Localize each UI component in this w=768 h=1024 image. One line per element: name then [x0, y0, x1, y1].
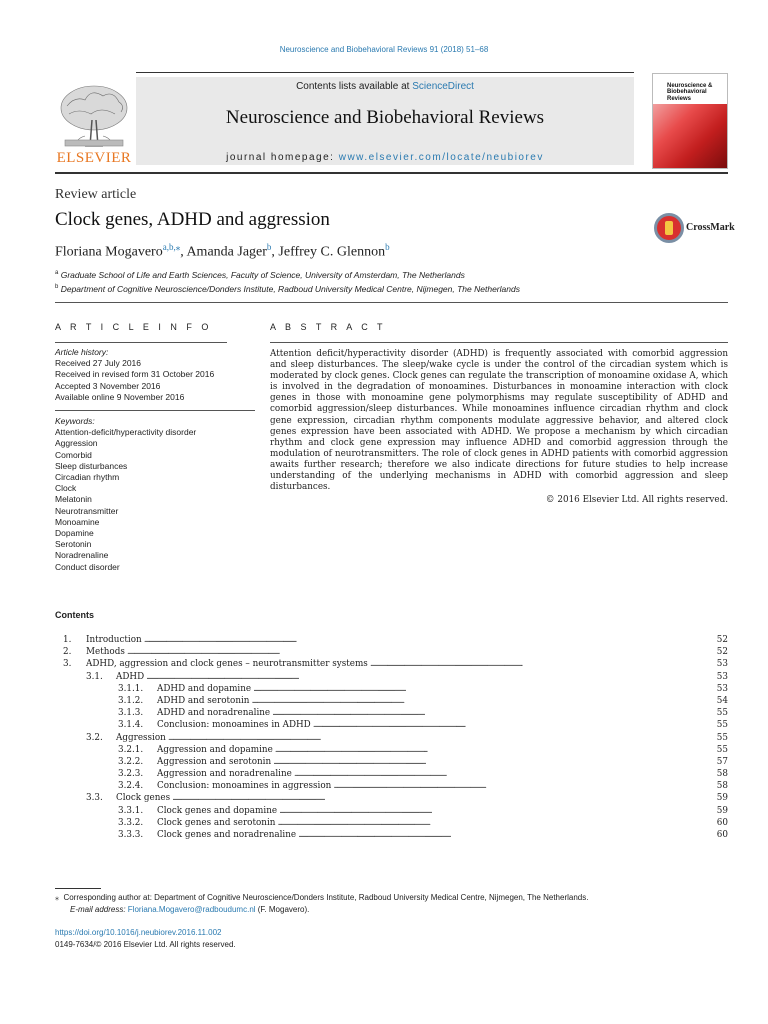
toc-entry-label[interactable]: ADHD — [116, 671, 145, 682]
toc-entry[interactable] — [55, 634, 728, 646]
doi-block — [55, 927, 236, 950]
contents-prefix: Contents lists available at — [296, 81, 413, 92]
elsevier-wordmark: ELSEVIER — [56, 150, 132, 166]
keyword-item: Neurotransmitter — [55, 505, 119, 516]
journal-title: Neuroscience and Biobehavioral Reviews — [225, 107, 545, 128]
toc-entry-page[interactable]: 54 — [716, 695, 728, 706]
author-affiliation-mark[interactable]: a,b,⁎ — [162, 242, 181, 252]
toc-entry-number: 3.2.3. — [118, 769, 144, 780]
affiliation-text: Department of Cognitive Neuroscience/Donders Institute, Radboud University Medical Centre, Nijmegen, The Netherlands — [60, 283, 520, 294]
keywords-label: Keywords: — [55, 416, 95, 426]
toc-entry-number: 3.2.1. — [118, 744, 144, 755]
homepage-prefix: journal homepage: — [226, 152, 339, 163]
email-suffix: (F. Mogavero). — [255, 904, 310, 914]
keyword-item: Conduct disorder — [55, 561, 120, 572]
toc-entry-number: 3.1. — [86, 671, 103, 682]
keyword-item: Monoamine — [55, 516, 100, 527]
toc-entry-label[interactable]: Aggression and noradrenaline — [157, 769, 292, 780]
toc-entry-label[interactable]: Introduction — [86, 635, 142, 645]
toc-entry-label[interactable]: Aggression — [116, 732, 166, 743]
toc-entry-label[interactable]: Conclusion: monoamines in ADHD — [157, 720, 311, 731]
toc-leader-dots — [298, 829, 715, 841]
journal-cover-thumbnail — [652, 73, 728, 169]
toc-entry-page[interactable]: 58 — [716, 781, 728, 792]
toc-leader-dots — [333, 780, 714, 792]
toc-leader-dots — [277, 817, 714, 829]
toc-entry-page[interactable]: 59 — [716, 805, 728, 816]
crossmark-badge[interactable] — [652, 212, 735, 246]
abstract-text: Attention deficit/hyperactivity disorder (ADHD) is frequently associated with comorbid aggression and sleep disturbances. The sleep/wake cycle is under the control of the circadian system which is moderated by clock genes. Clock genes can regulate the transcription of monoamine oxidase A, which is involved in the degradation of monoamines. Disturbances in monoamine interaction with clock genes in those with monoamine gene polymorphisms may regulate susceptibility of ADHD and comorbid aggression/sleep disturbances. While monoamines influence circadian rhythm and clock gene expression, circadian rhythm components modulate aggressive behavior, and altered clock genes expression have been associated with ADHD. We propose a mechanism by which circadian rhythm and clock gene expression may influence ADHD and comorbid aggression through the modulation of neurotransmitters. The role of clock genes in ADHD patients with comorbid aggression awaits further research; therefore we also indicate directions for future studies to help increase understanding of the underlying mechanisms in ADHD with comorbid aggression and sleep disturbances. — [270, 349, 728, 493]
corresponding-author-footnote — [55, 892, 588, 915]
history-label: Article history: — [55, 347, 109, 357]
toc-entry-label[interactable]: Clock genes and noradrenaline — [157, 830, 297, 840]
header-bottom-rule — [55, 172, 728, 174]
keyword-item: Attention-deficit/hyperactivity disorder — [55, 427, 197, 438]
keywords-rule — [55, 410, 255, 411]
toc-entry-page[interactable]: 58 — [716, 769, 728, 780]
abstract-heading: A B S T R A C T — [270, 322, 387, 332]
toc-entry[interactable] — [55, 792, 728, 804]
article-history — [55, 347, 227, 403]
toc-entry-number: 3. — [63, 659, 72, 670]
footnote-mark: ⁎ — [55, 893, 59, 902]
footnote-corresponding — [55, 892, 588, 904]
author-affiliation-mark[interactable]: b — [385, 242, 390, 252]
header-top-rule — [136, 72, 634, 73]
cover-title: Neuroscience & Biobehavioral Reviews — [667, 83, 713, 102]
journal-homepage-line — [136, 152, 634, 163]
keyword-item: Clock — [55, 483, 77, 494]
toc-entry-label[interactable]: ADHD and serotonin — [157, 695, 250, 706]
toc-leader-dots — [279, 805, 715, 817]
toc-entry[interactable] — [55, 805, 728, 817]
toc-entry-label[interactable]: Aggression and dopamine — [157, 744, 273, 755]
toc-entry-label[interactable]: Clock genes and dopamine — [157, 805, 278, 816]
toc-entry-page[interactable]: 55 — [716, 708, 728, 719]
toc-entry-number: 3.1.2. — [118, 695, 144, 706]
toc-leader-dots — [370, 658, 715, 670]
toc-entry-page[interactable]: 53 — [716, 671, 728, 682]
toc-entry-number: 3.1.1. — [118, 683, 144, 694]
journal-homepage-link[interactable]: www.elsevier.com/locate/neubiorev — [338, 152, 544, 163]
keyword-item: Comorbid — [55, 449, 92, 460]
keyword-item: Serotonin — [55, 539, 92, 550]
toc-entry-number: 3.1.3. — [118, 708, 144, 719]
toc-leader-dots — [146, 671, 715, 683]
history-item: Received 27 July 2016 — [55, 358, 142, 369]
toc-leader-dots — [253, 683, 715, 695]
article-title: Clock genes, ADHD and aggression — [55, 209, 330, 230]
toc-entry[interactable] — [55, 683, 728, 695]
footnote-rule — [55, 888, 101, 889]
toc-entry[interactable] — [55, 817, 728, 829]
email-link[interactable]: Floriana.Mogavero@radboudumc.nl — [127, 904, 256, 914]
toc-leader-dots — [273, 756, 715, 768]
author-affiliation-mark[interactable]: b — [266, 242, 272, 252]
toc-entry-page[interactable]: 53 — [716, 683, 728, 694]
affiliation-text: Graduate School of Life and Earth Sciences, Faculty of Science, University of Amsterdam, The Netherlands — [60, 269, 465, 280]
toc-entry[interactable] — [55, 768, 728, 780]
article-info-heading: A R T I C L E I N F O — [55, 322, 212, 332]
article-type: Review article — [55, 187, 137, 202]
keyword-item: Sleep disturbances — [55, 460, 128, 471]
author-name[interactable]: Jeffrey C. Glennon — [278, 244, 386, 260]
toc-entry[interactable] — [55, 780, 728, 792]
toc-entry-number: 3.2. — [86, 732, 103, 743]
keyword-item: Circadian rhythm — [55, 472, 120, 483]
toc-entry-page[interactable]: 52 — [716, 635, 728, 645]
toc-entry[interactable] — [55, 829, 728, 841]
toc-leader-dots — [172, 792, 715, 804]
crossmark-label: CrossMark — [686, 222, 735, 233]
toc-entry-number: 3.3.2. — [118, 817, 144, 828]
toc-entry-number: 3.2.2. — [118, 756, 144, 767]
article-info-rule — [55, 342, 227, 343]
contents-heading: Contents — [55, 610, 94, 620]
toc-entry-label[interactable]: ADHD, aggression and clock genes – neurotransmitter systems — [86, 659, 368, 670]
toc-leader-dots — [127, 646, 715, 658]
toc-entry[interactable] — [55, 671, 728, 683]
history-item: Accepted 3 November 2016 — [55, 380, 161, 391]
toc-entry-number: 1. — [63, 635, 72, 645]
section-divider — [55, 302, 728, 303]
toc-entry-label[interactable]: Clock genes and serotonin — [157, 817, 276, 828]
toc-entry-page[interactable]: 55 — [716, 720, 728, 731]
toc-entry-page[interactable]: 60 — [716, 830, 728, 840]
crossmark-icon — [654, 213, 684, 243]
history-item: Available online 9 November 2016 — [55, 391, 185, 402]
abstract-rule — [270, 342, 728, 343]
toc-leader-dots — [313, 719, 715, 731]
toc-entry[interactable] — [55, 658, 728, 670]
toc-leader-dots — [144, 634, 715, 646]
affiliation-mark: b — [55, 283, 59, 290]
toc-leader-dots — [275, 744, 715, 756]
toc-entry-number: 3.3.1. — [118, 805, 144, 816]
toc-entry-page[interactable]: 57 — [716, 756, 728, 767]
toc-entry-number: 3.1.4. — [118, 720, 144, 731]
author-name[interactable]: Amanda Jager — [186, 244, 267, 260]
toc-leader-dots — [294, 768, 715, 780]
toc-entry-number: 3.3.3. — [118, 830, 144, 840]
footnote-corresponding-text: Corresponding author at: Department of Cognitive Neuroscience/Donders Institute, Radboud University Medical Centre, Nijmegen, The Netherlands. — [63, 893, 589, 902]
toc-entry-label[interactable]: ADHD and dopamine — [157, 683, 252, 694]
keyword-item: Melatonin — [55, 494, 92, 505]
keyword-item: Aggression — [55, 438, 98, 449]
toc-entry-label[interactable]: Methods — [86, 647, 125, 658]
toc-entry-label[interactable]: Aggression and serotonin — [157, 756, 272, 767]
toc-entry-page[interactable]: 53 — [716, 659, 728, 670]
keywords — [55, 416, 255, 573]
toc-entry[interactable] — [55, 695, 728, 707]
keyword-item: Noradrenaline — [55, 550, 109, 561]
email-label: E-mail address: — [70, 904, 128, 914]
toc-leader-dots — [272, 707, 715, 719]
toc-entry-page[interactable]: 60 — [716, 817, 728, 828]
toc-entry-page[interactable]: 52 — [716, 647, 728, 658]
toc-entry-label[interactable]: Clock genes — [116, 793, 171, 804]
toc-entry[interactable] — [55, 707, 728, 719]
keyword-item: Dopamine — [55, 528, 94, 539]
abstract-copyright: © 2016 Elsevier Ltd. All rights reserved. — [545, 495, 728, 505]
history-item: Received in revised form 31 October 2016 — [55, 369, 215, 380]
toc-entry[interactable] — [55, 732, 728, 744]
toc-entry-number: 3.3. — [86, 793, 103, 804]
author-name[interactable]: Floriana Mogavero — [55, 244, 163, 260]
affiliation-mark: a — [55, 270, 59, 276]
toc-entry-page[interactable]: 55 — [716, 732, 728, 743]
doi-link[interactable]: https://doi.org/10.1016/j.neubiorev.2016.11.002 — [55, 928, 222, 937]
toc-leader-dots — [251, 695, 714, 707]
toc-entry-number: 3.2.4. — [118, 781, 144, 792]
toc-entry-page[interactable]: 59 — [716, 793, 728, 804]
toc-entry[interactable] — [55, 744, 728, 756]
toc-entry-label[interactable]: ADHD and noradrenaline — [157, 708, 271, 719]
contents-availability-line — [136, 81, 634, 92]
toc-entry[interactable] — [55, 756, 728, 768]
toc-leader-dots — [168, 732, 715, 744]
toc-entry-label[interactable]: Conclusion: monoamines in aggression — [157, 781, 332, 792]
toc-entry-number: 2. — [63, 647, 72, 658]
sciencedirect-link[interactable]: ScienceDirect — [412, 81, 474, 92]
toc-entry-page[interactable]: 55 — [716, 744, 728, 755]
journal-reference[interactable]: Neuroscience and Biobehavioral Reviews 91 (2018) 51–68 — [279, 45, 489, 54]
affiliations — [55, 267, 520, 295]
affiliation-item — [55, 267, 520, 281]
toc-entry[interactable] — [55, 646, 728, 658]
affiliation-item — [55, 281, 520, 295]
issn-line: 0149-7634/© 2016 Elsevier Ltd. All rights reserved. — [55, 939, 236, 949]
footnote-email-line — [55, 904, 588, 916]
author-list: Floriana Mogavero$^{a,b,⁎}$, Amanda Jager$^b$, Jeffrey C. Glennon$^b$ — [55, 242, 390, 260]
table-of-contents — [55, 634, 728, 841]
toc-entry[interactable] — [55, 719, 728, 731]
